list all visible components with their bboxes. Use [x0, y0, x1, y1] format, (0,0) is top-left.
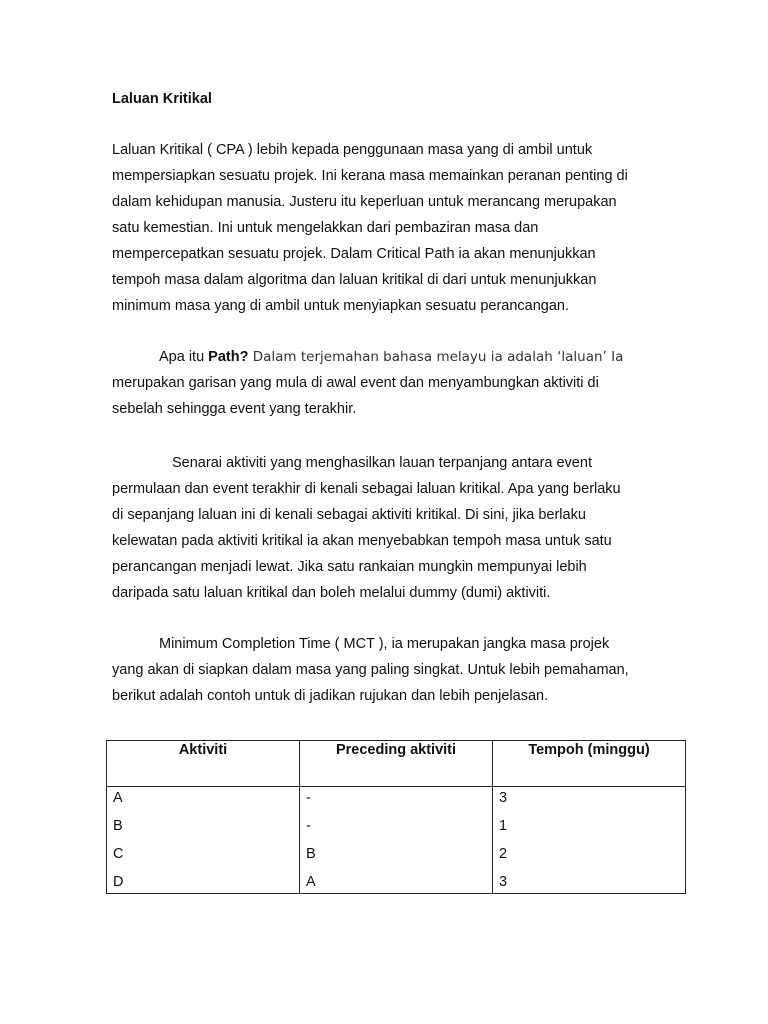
paragraph-critical-activities [112, 450, 672, 606]
text-line: tempoh masa dalam algoritma dan laluan kritikal di dari untuk menunjukkan [112, 272, 597, 288]
text-line: mempersiapkan sesuatu projek. Ini kerana masa memainkan peranan penting di [112, 168, 628, 184]
text-bold-term: Path? [208, 349, 249, 365]
table-header-row [107, 741, 686, 787]
table-row [107, 871, 686, 894]
text-line: berikut adalah contoh untuk di jadikan rujukan dan lebih penjelasan. [112, 688, 549, 704]
column-header-aktiviti: Aktiviti [107, 741, 300, 787]
text-line: yang akan di siapkan dalam masa yang paling singkat. Untuk lebih pemahaman, [112, 662, 629, 678]
paragraph-mct [112, 631, 672, 709]
text-line: Senarai aktiviti yang menghasilkan lauan terpanjang antara event [172, 455, 592, 471]
text-line [112, 344, 672, 370]
paragraph-cpa-intro [112, 137, 672, 319]
text-line: daripada satu laluan kritikal dan boleh melalui dummy (dumi) aktiviti. [112, 585, 551, 601]
text-line: di sepanjang laluan ini di kenali sebagai aktiviti kritikal. Di sini, jika berlaku [112, 507, 586, 523]
activity-table-wrapper [106, 740, 686, 894]
table-row [107, 815, 686, 843]
column-header-tempoh: Tempoh (minggu) [493, 741, 686, 787]
text-line: kelewatan pada aktiviti kritikal ia akan menyebabkan tempoh masa untuk satu [112, 533, 612, 549]
paragraph-path-definition [112, 344, 672, 422]
table-cell: 3 [493, 871, 686, 894]
table-cell: 2 [493, 843, 686, 871]
table-cell: A [300, 871, 493, 894]
table-cell: A [107, 787, 300, 816]
text-translation: Dalam terjemahan bahasa melayu ia adalah ‘laluan’ Ia [248, 349, 624, 365]
table-cell: - [300, 787, 493, 816]
page-title: Laluan Kritikal [112, 91, 212, 107]
table-cell: - [300, 815, 493, 843]
activity-table [106, 740, 686, 894]
column-header-preceding: Preceding aktiviti [300, 741, 493, 787]
table-row [107, 787, 686, 816]
text-line: mempercepatkan sesuatu projek. Dalam Critical Path ia akan menunjukkan [112, 246, 596, 262]
table-cell: B [300, 843, 493, 871]
table-cell: 3 [493, 787, 686, 816]
text-line: merupakan garisan yang mula di awal event dan menyambungkan aktiviti di [112, 375, 599, 391]
text-line: satu kemestian. Ini untuk mengelakkan dari pembaziran masa dan [112, 220, 539, 236]
table-cell: D [107, 871, 300, 894]
text-line: permulaan dan event terakhir di kenali sebagai laluan kritikal. Apa yang berlaku [112, 481, 621, 497]
table-cell: C [107, 843, 300, 871]
table-row [107, 843, 686, 871]
text-line: Minimum Completion Time ( MCT ), ia merupakan jangka masa projek [159, 636, 610, 652]
text-line: Laluan Kritikal ( CPA ) lebih kepada penggunaan masa yang di ambil untuk [112, 142, 593, 158]
text-line: dalam kehidupan manusia. Justeru itu keperluan untuk merancang merupakan [112, 194, 617, 210]
table-cell: B [107, 815, 300, 843]
text-line: sebelah sehingga event yang terakhir. [112, 401, 357, 417]
table-cell: 1 [493, 815, 686, 843]
text-lead: Apa itu [159, 349, 209, 365]
text-line: minimum masa yang di ambil untuk menyiapkan sesuatu perancangan. [112, 298, 569, 314]
text-line: perancangan menjadi lewat. Jika satu rankaian mungkin mempunyai lebih [112, 559, 587, 575]
